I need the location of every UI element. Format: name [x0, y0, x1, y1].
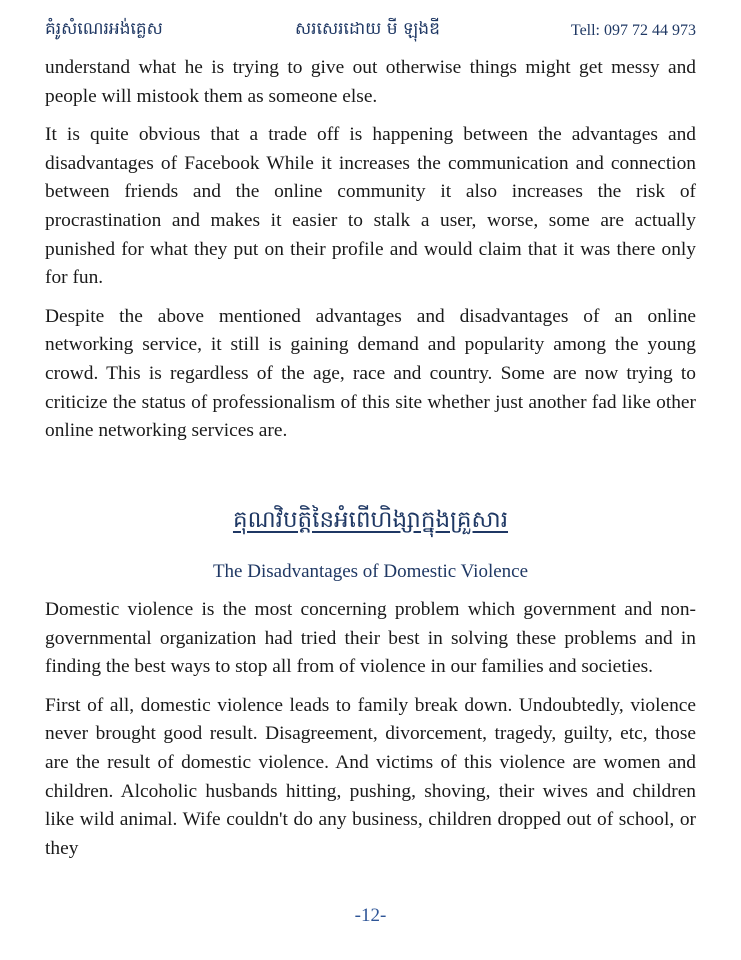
page-header — [45, 18, 696, 46]
body-top — [45, 54, 696, 456]
page-number: -12- — [354, 905, 387, 926]
header-left-title: គំរូសំណេរអង់គ្លេស — [45, 19, 163, 39]
paragraph: First of all, domestic violence leads to family break down. Undoubtedly, violence never brought good result. Disagreement, divorcement, tragedy, guilty, etc, those are the result of domestic violence. And victims of this violence are women and children. Alcoholic husbands hitting, pushing, shoving, their wives and children like wild animal. Wife couldn't do any business, children dropped out of school, or they — [45, 694, 696, 859]
header-author: សរសេរដោយ មី ឡុងឌី — [295, 19, 440, 39]
paragraph: It is quite obvious that a trade off is happening between the advantages and disadvantages of Facebook While it increases the communication and connection between friends and the online community it also increases the risk of procrastination and makes it easier to stalk a user, worse, some are actually punished for what they put on their profile and would claim that it was there only for fun. — [45, 124, 696, 289]
header-phone: Tell: 097 72 44 973 — [570, 22, 696, 39]
english-section-title: The Disadvantages of Domestic Violence — [212, 561, 529, 582]
paragraph: Domestic violence is the most concerning problem which government and non-governmental organization had tried their best in solving these problems and in finding the best ways to stop all from of violence in our families and societies. — [45, 599, 696, 678]
body-bottom — [45, 596, 696, 873]
paragraph: Despite the above mentioned advantages and disadvantages of an online networking service, it still is gaining demand and popularity among the young crowd. This is regardless of the age, race and country. Some are now trying to criticize the status of professionalism of this site whether just another fad like other online networking services are. — [45, 305, 696, 442]
paragraph: understand what he is trying to give out otherwise things might get messy and people will mistook them as someone else. — [45, 57, 696, 107]
khmer-section-title: គុណវិបត្តិនៃអំពើហិង្សាក្នុងគ្រួសារ — [232, 507, 509, 533]
